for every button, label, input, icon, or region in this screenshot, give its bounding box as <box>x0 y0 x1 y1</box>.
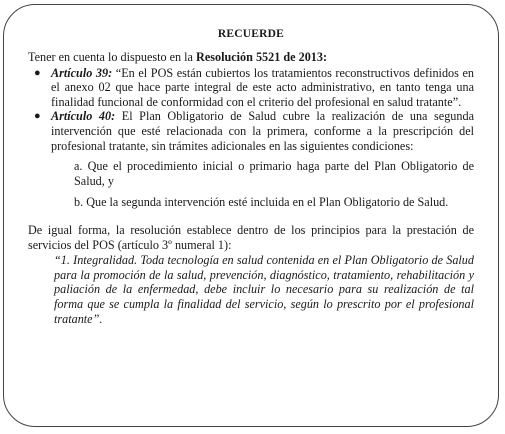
intro-prefix: Tener en cuenta lo dispuesto en la <box>28 50 197 64</box>
article-item-40 <box>34 109 474 210</box>
bullet-icon: ● <box>34 110 41 123</box>
article-item-39 <box>34 65 474 110</box>
reminder-box <box>3 4 499 427</box>
condition-item: a. Que el procedimiento inicial o primario haga parte del Plan Obligatorio de Salud, y <box>74 159 474 188</box>
bullet-icon: ● <box>34 66 41 79</box>
integrality-quote: “1. Integralidad. Toda tecnología en salud contenida en el Plan Obligatorio de Salud para la promoción de la salud, prevención, diagnóstico, tratamiento, rehabilitación y paliación de la enfermedad, debe incluir lo necesario para su realización de tal forma que se cumpla la finalidad del servicio, según lo prescrito por el profesional tratante”. <box>54 253 474 326</box>
articles-list <box>28 66 474 210</box>
intro-paragraph <box>28 50 474 65</box>
article-label: Artículo 40: <box>51 109 116 124</box>
conditions-list <box>74 159 474 210</box>
condition-item: b. Que la segunda intervención esté incluida en el Plan Obligatorio de Salud. <box>74 195 449 210</box>
article-text: El Plan Obligatorio de Salud cubre la realización de una segunda intervención que esté relacionada con la primera, conforme a la prescripción del profesional tratante, sin trámites adicionales en las siguientes condiciones: <box>51 109 474 153</box>
box-title: RECUERDE <box>217 28 285 40</box>
resolution-reference: Resolución 5521 de 2013: <box>196 50 328 64</box>
article-text: “En el POS están cubiertos los tratamientos reconstructivos definidos en el anexo 02 que hace parte integral de este acto administrativo, en tanto tenga una finalidad funcional de conformidad con el criterio del profesional en salud tratante”. <box>51 65 474 109</box>
closing-paragraph: De igual forma, la resolución establece dentro de los principios para la prestación de servicios del POS (artículo 3º numeral 1): <box>28 222 474 252</box>
article-label: Artículo 39: <box>51 65 113 80</box>
